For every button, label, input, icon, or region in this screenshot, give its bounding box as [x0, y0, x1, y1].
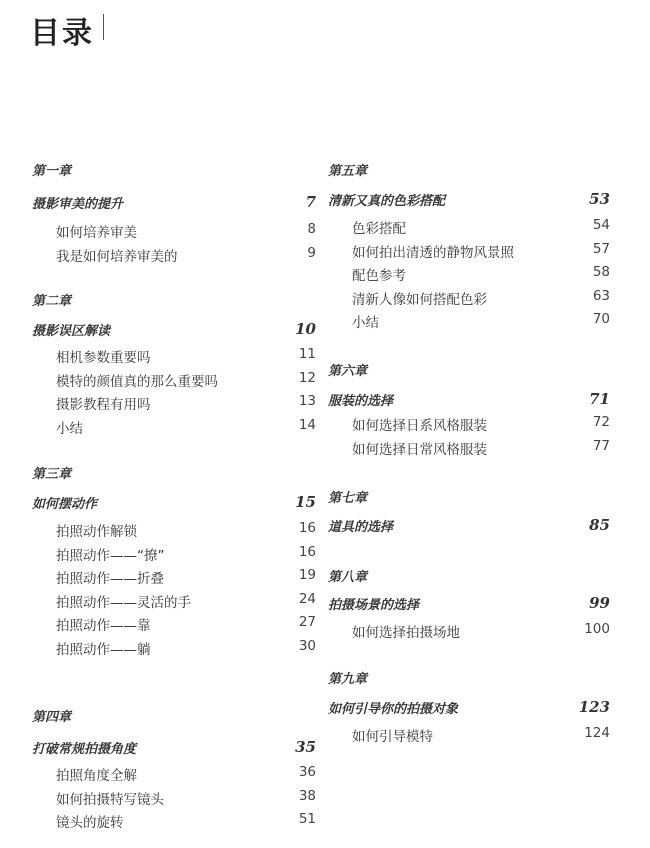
toc-entry[interactable] [56, 346, 316, 366]
toc-entry[interactable] [352, 241, 610, 261]
chapter-page-number: 35 [295, 738, 316, 756]
chapter-heading[interactable] [328, 190, 610, 212]
toc-entry[interactable] [352, 311, 610, 331]
chapter-title: 如何引导你的拍摄对象 [328, 702, 459, 717]
entry-title: 拍照动作——靠 [56, 618, 151, 634]
entry-page-number: 58 [592, 264, 610, 280]
entry-title: 拍照动作——折叠 [56, 571, 164, 587]
chapter-heading[interactable] [328, 390, 610, 412]
chapter-title: 服装的选择 [328, 394, 394, 409]
entry-title: 相机参数重要吗 [56, 350, 151, 366]
toc-entry[interactable] [56, 370, 316, 390]
entry-page-number: 8 [307, 221, 316, 237]
chapter-label: 第一章 [32, 164, 72, 179]
entry-title: 如何引导模特 [352, 729, 433, 745]
entry-title: 拍照角度全解 [56, 768, 137, 784]
toc-entry[interactable] [56, 591, 316, 611]
entry-title: 如何培养审美 [56, 225, 137, 241]
chapter-title: 摄影审美的提升 [32, 197, 124, 212]
entry-title: 小结 [56, 420, 83, 437]
entry-title: 摄影教程有用吗 [56, 397, 151, 413]
toc-entry[interactable] [56, 520, 316, 540]
entry-title: 镜头的旋转 [56, 815, 124, 831]
entry-title: 拍照动作——“撩” [56, 547, 165, 564]
toc-entry[interactable] [56, 393, 316, 413]
entry-page-number: 27 [298, 614, 316, 630]
chapter-label: 第九章 [328, 672, 368, 687]
entry-page-number: 63 [592, 287, 610, 304]
chapter-label: 第七章 [328, 491, 368, 506]
entry-title: 拍照动作解锁 [56, 524, 137, 540]
chapter-title: 摄影误区解读 [32, 324, 111, 339]
entry-page-number: 57 [592, 240, 610, 257]
entry-page-number: 30 [298, 637, 316, 654]
chapter-page-number: 71 [589, 390, 610, 408]
chapter-title: 道具的选择 [328, 520, 394, 535]
toc-entry[interactable] [352, 288, 610, 308]
toc-entry[interactable] [56, 811, 316, 831]
chapter-heading[interactable] [32, 320, 316, 342]
entry-title: 小结 [352, 315, 379, 331]
chapter-page-number: 85 [589, 516, 610, 534]
toc-entry[interactable] [352, 264, 610, 284]
chapter-page-number: 123 [578, 698, 610, 716]
entry-title: 如何选择拍摄场地 [352, 625, 460, 641]
chapter-page-number: 7 [305, 193, 316, 211]
entry-title: 清新人像如何搭配色彩 [352, 291, 487, 308]
chapter-page-number: 53 [589, 190, 610, 208]
entry-page-number: 14 [298, 416, 316, 433]
entry-title: 拍照动作——灵活的手 [56, 594, 191, 611]
entry-page-number: 16 [298, 543, 316, 560]
entry-title: 如何拍摄特写镜头 [56, 791, 164, 808]
chapter-label: 第三章 [32, 467, 72, 482]
chapter-title: 打破常规拍摄角度 [32, 742, 137, 757]
chapter-title: 拍摄场景的选择 [328, 598, 420, 613]
entry-title: 如何选择日常风格服装 [352, 441, 487, 458]
chapter-heading[interactable] [32, 738, 316, 760]
entry-title: 模特的颜值真的那么重要吗 [56, 373, 218, 390]
toc-entry[interactable] [56, 567, 316, 587]
entry-title: 如何拍出清透的静物风景照 [352, 244, 514, 261]
chapter-label: 第八章 [328, 570, 368, 585]
toc-entry[interactable] [56, 417, 316, 437]
chapter-page-number: 99 [589, 594, 610, 612]
entry-page-number: 11 [298, 346, 316, 362]
entry-page-number: 13 [298, 393, 316, 409]
title-divider [103, 14, 104, 40]
entry-page-number: 38 [298, 787, 316, 804]
entry-title: 我是如何培养审美的 [56, 248, 178, 265]
chapter-label: 第四章 [32, 710, 72, 725]
entry-title: 配色参考 [352, 268, 406, 284]
chapter-heading[interactable] [328, 594, 610, 616]
chapter-heading[interactable] [32, 193, 316, 215]
toc-entry[interactable] [352, 438, 610, 458]
entry-page-number: 124 [584, 725, 610, 741]
toc-entry[interactable] [56, 764, 316, 784]
chapter-title: 如何摆动作 [32, 497, 98, 512]
chapter-page-number: 15 [295, 493, 316, 511]
entry-page-number: 36 [298, 764, 316, 780]
entry-page-number: 24 [298, 590, 316, 607]
toc-entry[interactable] [352, 621, 610, 641]
toc-entry[interactable] [56, 788, 316, 808]
entry-page-number: 19 [298, 567, 316, 583]
page-title: 目录 [30, 16, 94, 51]
toc-entry[interactable] [56, 221, 316, 241]
chapter-title: 清新又真的色彩搭配 [328, 194, 446, 209]
toc-entry[interactable] [56, 245, 316, 265]
chapter-label: 第五章 [328, 164, 368, 179]
toc-entry[interactable] [56, 614, 316, 634]
entry-title: 色彩搭配 [352, 221, 406, 237]
chapter-page-number: 10 [295, 320, 316, 338]
entry-page-number: 72 [592, 414, 610, 430]
entry-page-number: 100 [584, 621, 610, 637]
entry-page-number: 70 [592, 311, 610, 327]
entry-page-number: 12 [298, 369, 316, 386]
chapter-heading[interactable] [328, 516, 610, 538]
toc-entry[interactable] [56, 638, 316, 658]
toc-entry[interactable] [352, 725, 610, 745]
chapter-heading[interactable] [32, 493, 316, 515]
entry-page-number: 9 [307, 244, 316, 261]
toc-entry[interactable] [56, 544, 316, 564]
toc-entry[interactable] [352, 217, 610, 237]
entry-page-number: 51 [298, 811, 316, 827]
chapter-label: 第二章 [32, 294, 72, 309]
entry-title: 如何选择日系风格服装 [352, 418, 487, 434]
chapter-label: 第六章 [328, 364, 368, 379]
entry-title: 拍照动作——躺 [56, 641, 151, 658]
entry-page-number: 16 [298, 520, 316, 536]
chapter-heading[interactable] [328, 698, 610, 720]
entry-page-number: 77 [592, 437, 610, 454]
toc-entry[interactable] [352, 414, 610, 434]
entry-page-number: 54 [592, 217, 610, 233]
